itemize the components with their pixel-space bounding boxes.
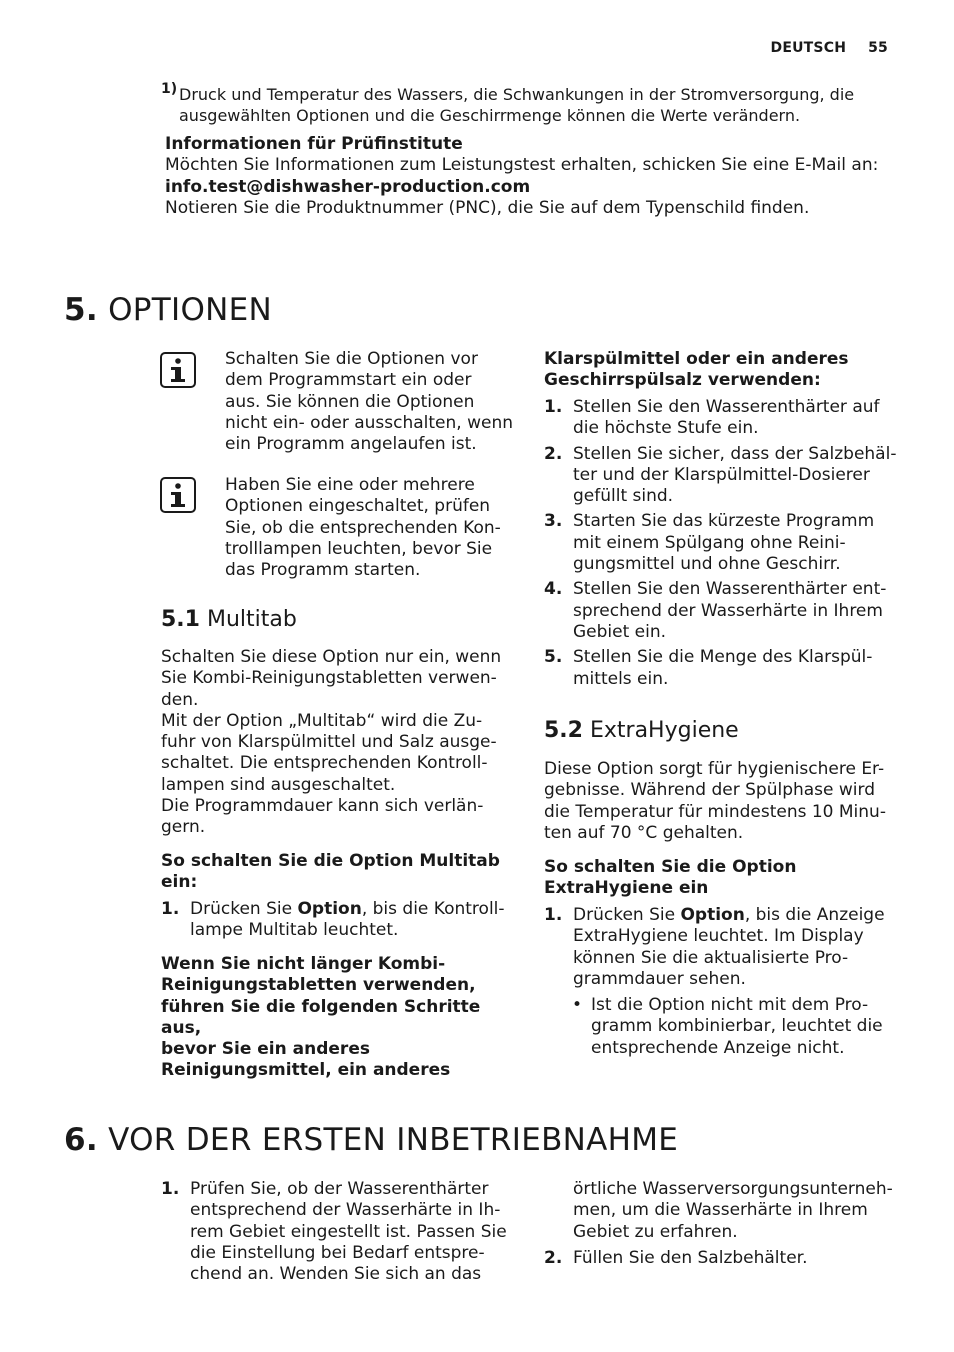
step-text: Stellen Sie die Menge des Klarspül- [573, 647, 873, 668]
text-line: Diese Option sorgt für hygienischere Er- [544, 759, 885, 779]
step-text: entsprechend der Wasserhärte in Ih- [190, 1200, 501, 1221]
bullet-mark: • [572, 995, 583, 1016]
subsection-number: 5.1 [161, 607, 200, 632]
info-icon [160, 352, 196, 394]
extrahygiene-howto-heading [544, 857, 904, 900]
list-item [544, 647, 904, 690]
text-line: Schalten Sie diese Option nur ein, wenn [161, 647, 502, 667]
text-line: So schalten Sie die Option [544, 857, 797, 877]
step-text: mittels ein. [573, 668, 669, 689]
multitab-description [161, 647, 521, 839]
step-text: Prüfen Sie, ob der Wasserenthärter [190, 1179, 489, 1199]
step-text: örtliche Wasserversorgungsunterneh- [573, 1179, 893, 1199]
page-number: 55 [868, 40, 888, 56]
bullet-text: gramm kombinierbar, leuchtet die [591, 1016, 883, 1037]
step-text: men, um die Wasserhärte in Ihrem [573, 1200, 868, 1221]
step-text: lampe Multitab leuchtet. [190, 920, 399, 941]
list-item [544, 444, 904, 508]
test-institute-info [165, 134, 925, 219]
step-text: ter und der Klarspülmittel-Dosierer [573, 464, 870, 485]
step-text: Gebiet zu erfahren. [573, 1221, 738, 1242]
text-line: bevor Sie ein anderes [161, 1039, 370, 1060]
text-line: Die Programmdauer kann sich verlän- [161, 796, 484, 817]
extrahygiene-description [544, 759, 904, 844]
note-line: Haben Sie eine oder mehrere [225, 475, 475, 495]
info-text: Notieren Sie die Produktnummer (PNC), die Sie auf dem Typenschild finden. [165, 197, 810, 218]
bullet-item [572, 995, 904, 1059]
text-line: Wenn Sie nicht länger Kombi- [161, 954, 446, 974]
subsection-heading [544, 718, 739, 744]
text-line: schaltet. Die entsprechenden Kontroll- [161, 753, 488, 774]
text-line: gebnisse. Während der Spülphase wird [544, 780, 876, 801]
footnote-marker: 1) [161, 81, 178, 97]
step-text: Füllen Sie den Salzbehälter. [573, 1248, 808, 1268]
list-item [544, 397, 904, 440]
right-col-steps [544, 397, 904, 690]
section-heading [64, 292, 272, 328]
info-email: info.test@dishwasher-production.com [165, 176, 531, 197]
section-number: 5. [64, 292, 98, 328]
note-line: das Programm starten. [225, 560, 421, 581]
subsection-number: 5.2 [544, 718, 583, 743]
text-line: So schalten Sie die Option Multitab [161, 851, 500, 871]
text-line: Klarspülmittel oder ein anderes [544, 349, 849, 369]
multitab-warning [161, 954, 521, 1082]
step-text: Stellen Sie den Wasserenthärter auf [573, 397, 880, 417]
section-number: 6. [64, 1122, 98, 1158]
extrahygiene-step [544, 905, 904, 1059]
subsection-heading [161, 607, 297, 633]
subsection-title: Multitab [206, 607, 297, 632]
right-col-heading [544, 349, 904, 392]
note-line: nicht ein- oder ausschalten, wenn [225, 412, 514, 433]
text-line: Sie Kombi-Reinigungstabletten verwen- [161, 668, 497, 689]
info-text: Möchten Sie Informationen zum Leistungstest erhalten, schicken Sie eine E-Mail an: [165, 155, 879, 176]
text-line: Mit der Option „Multitab“ wird die Zu- [161, 710, 483, 731]
note-line: Sie, ob die entsprechenden Kon- [225, 517, 501, 538]
step-text: sprechend der Wasserhärte in Ihrem [573, 600, 883, 621]
step-number: 2. [544, 443, 563, 464]
note-text [225, 349, 525, 455]
footnote-line: Druck und Temperatur des Wassers, die Schwankungen in der Stromversorgung, die [179, 85, 855, 104]
note-line: trolllampen leuchten, bevor Sie [225, 538, 493, 559]
step-number: 5. [544, 647, 563, 668]
step-text: , bis die Anzeige [744, 905, 885, 925]
bullet-text: Ist die Option nicht mit dem Pro- [591, 995, 869, 1016]
step-number: 2. [544, 1248, 563, 1268]
footnote-line: ausgewählten Optionen und die Geschirrmenge können die Werte verändern. [179, 106, 801, 125]
step-text: Drücken Sie [573, 905, 681, 925]
note-line: ein Programm angelaufen ist. [225, 434, 477, 455]
step-text: , bis die Kontroll- [361, 899, 505, 919]
step-text: mit einem Spülgang ohne Reini- [573, 532, 846, 553]
text-line: ExtraHygiene ein [544, 878, 709, 899]
list-item [544, 579, 904, 643]
text-line: Reinigungsmittel, ein anderes [161, 1060, 451, 1081]
step-text: gungsmittel und ohne Geschirr. [573, 554, 841, 575]
step-number: 1. [544, 397, 563, 417]
text-line: gern. [161, 817, 206, 838]
step-text: können Sie die aktualisierte Pro- [573, 947, 849, 968]
step-text: grammdauer sehen. [573, 968, 746, 989]
note-text [225, 475, 525, 581]
note-line: dem Programmstart ein oder [225, 370, 472, 391]
step-number: 4. [544, 579, 563, 600]
step-text: chend an. Wenden Sie sich an das [190, 1264, 482, 1285]
info-icon [160, 477, 196, 519]
first-use-step-1 [161, 1179, 521, 1285]
step-text: gefüllt sind. [573, 486, 674, 507]
text-line: ten auf 70 °C gehalten. [544, 822, 744, 843]
step-text: ExtraHygiene leuchtet. Im Display [573, 926, 864, 947]
multitab-step [161, 899, 521, 942]
text-line: den. [161, 689, 199, 710]
section-title: VOR DER ERSTEN INBETRIEBNAHME [108, 1122, 679, 1158]
step-text: die Einstellung bei Bedarf entspre- [190, 1242, 485, 1263]
text-line: Reinigungstabletten verwenden, [161, 975, 476, 996]
subsection-title: ExtraHygiene [589, 718, 739, 743]
header-section: DEUTSCH [770, 40, 847, 56]
option-button-label: Option [297, 899, 362, 919]
step-number: 1. [161, 1179, 180, 1199]
step-text: rem Gebiet eingestellt ist. Passen Sie [190, 1221, 507, 1242]
step-number: 3. [544, 511, 563, 532]
text-line: lampen sind ausgeschaltet. [161, 774, 396, 795]
bullet-text: entsprechende Anzeige nicht. [591, 1037, 845, 1058]
first-use-step-1-continued [573, 1179, 913, 1243]
info-title: Informationen für Prüfinstitute [165, 134, 463, 154]
note-line: Schalten Sie die Optionen vor [225, 349, 478, 369]
text-line: ein: [161, 872, 198, 893]
step-text: Gebiet ein. [573, 621, 667, 642]
step-text: Starten Sie das kürzeste Programm [573, 511, 875, 532]
section-title: OPTIONEN [108, 292, 273, 328]
step-number: 1. [161, 899, 180, 919]
step-text: Stellen Sie sicher, dass der Salzbehäl- [573, 443, 897, 464]
text-line: führen Sie die folgenden Schritte aus, [161, 996, 481, 1038]
section-heading [64, 1122, 678, 1158]
step-text: Drücken Sie [190, 899, 298, 919]
text-line: Geschirrspülsalz verwenden: [544, 370, 821, 391]
page-header [771, 38, 888, 59]
note-line: aus. Sie können die Optionen [225, 391, 475, 412]
multitab-howto-heading [161, 851, 521, 894]
option-button-label: Option [680, 905, 745, 925]
first-use-step-2 [544, 1248, 904, 1269]
text-line: fuhr von Klarspülmittel und Salz ausge- [161, 732, 497, 753]
step-text: Stellen Sie den Wasserenthärter ent- [573, 579, 887, 600]
step-number: 1. [544, 905, 563, 925]
text-line: die Temperatur für mindestens 10 Minu- [544, 801, 886, 822]
list-item [544, 511, 904, 575]
step-text: die höchste Stufe ein. [573, 418, 759, 439]
note-line: Optionen eingeschaltet, prüfen [225, 496, 491, 517]
